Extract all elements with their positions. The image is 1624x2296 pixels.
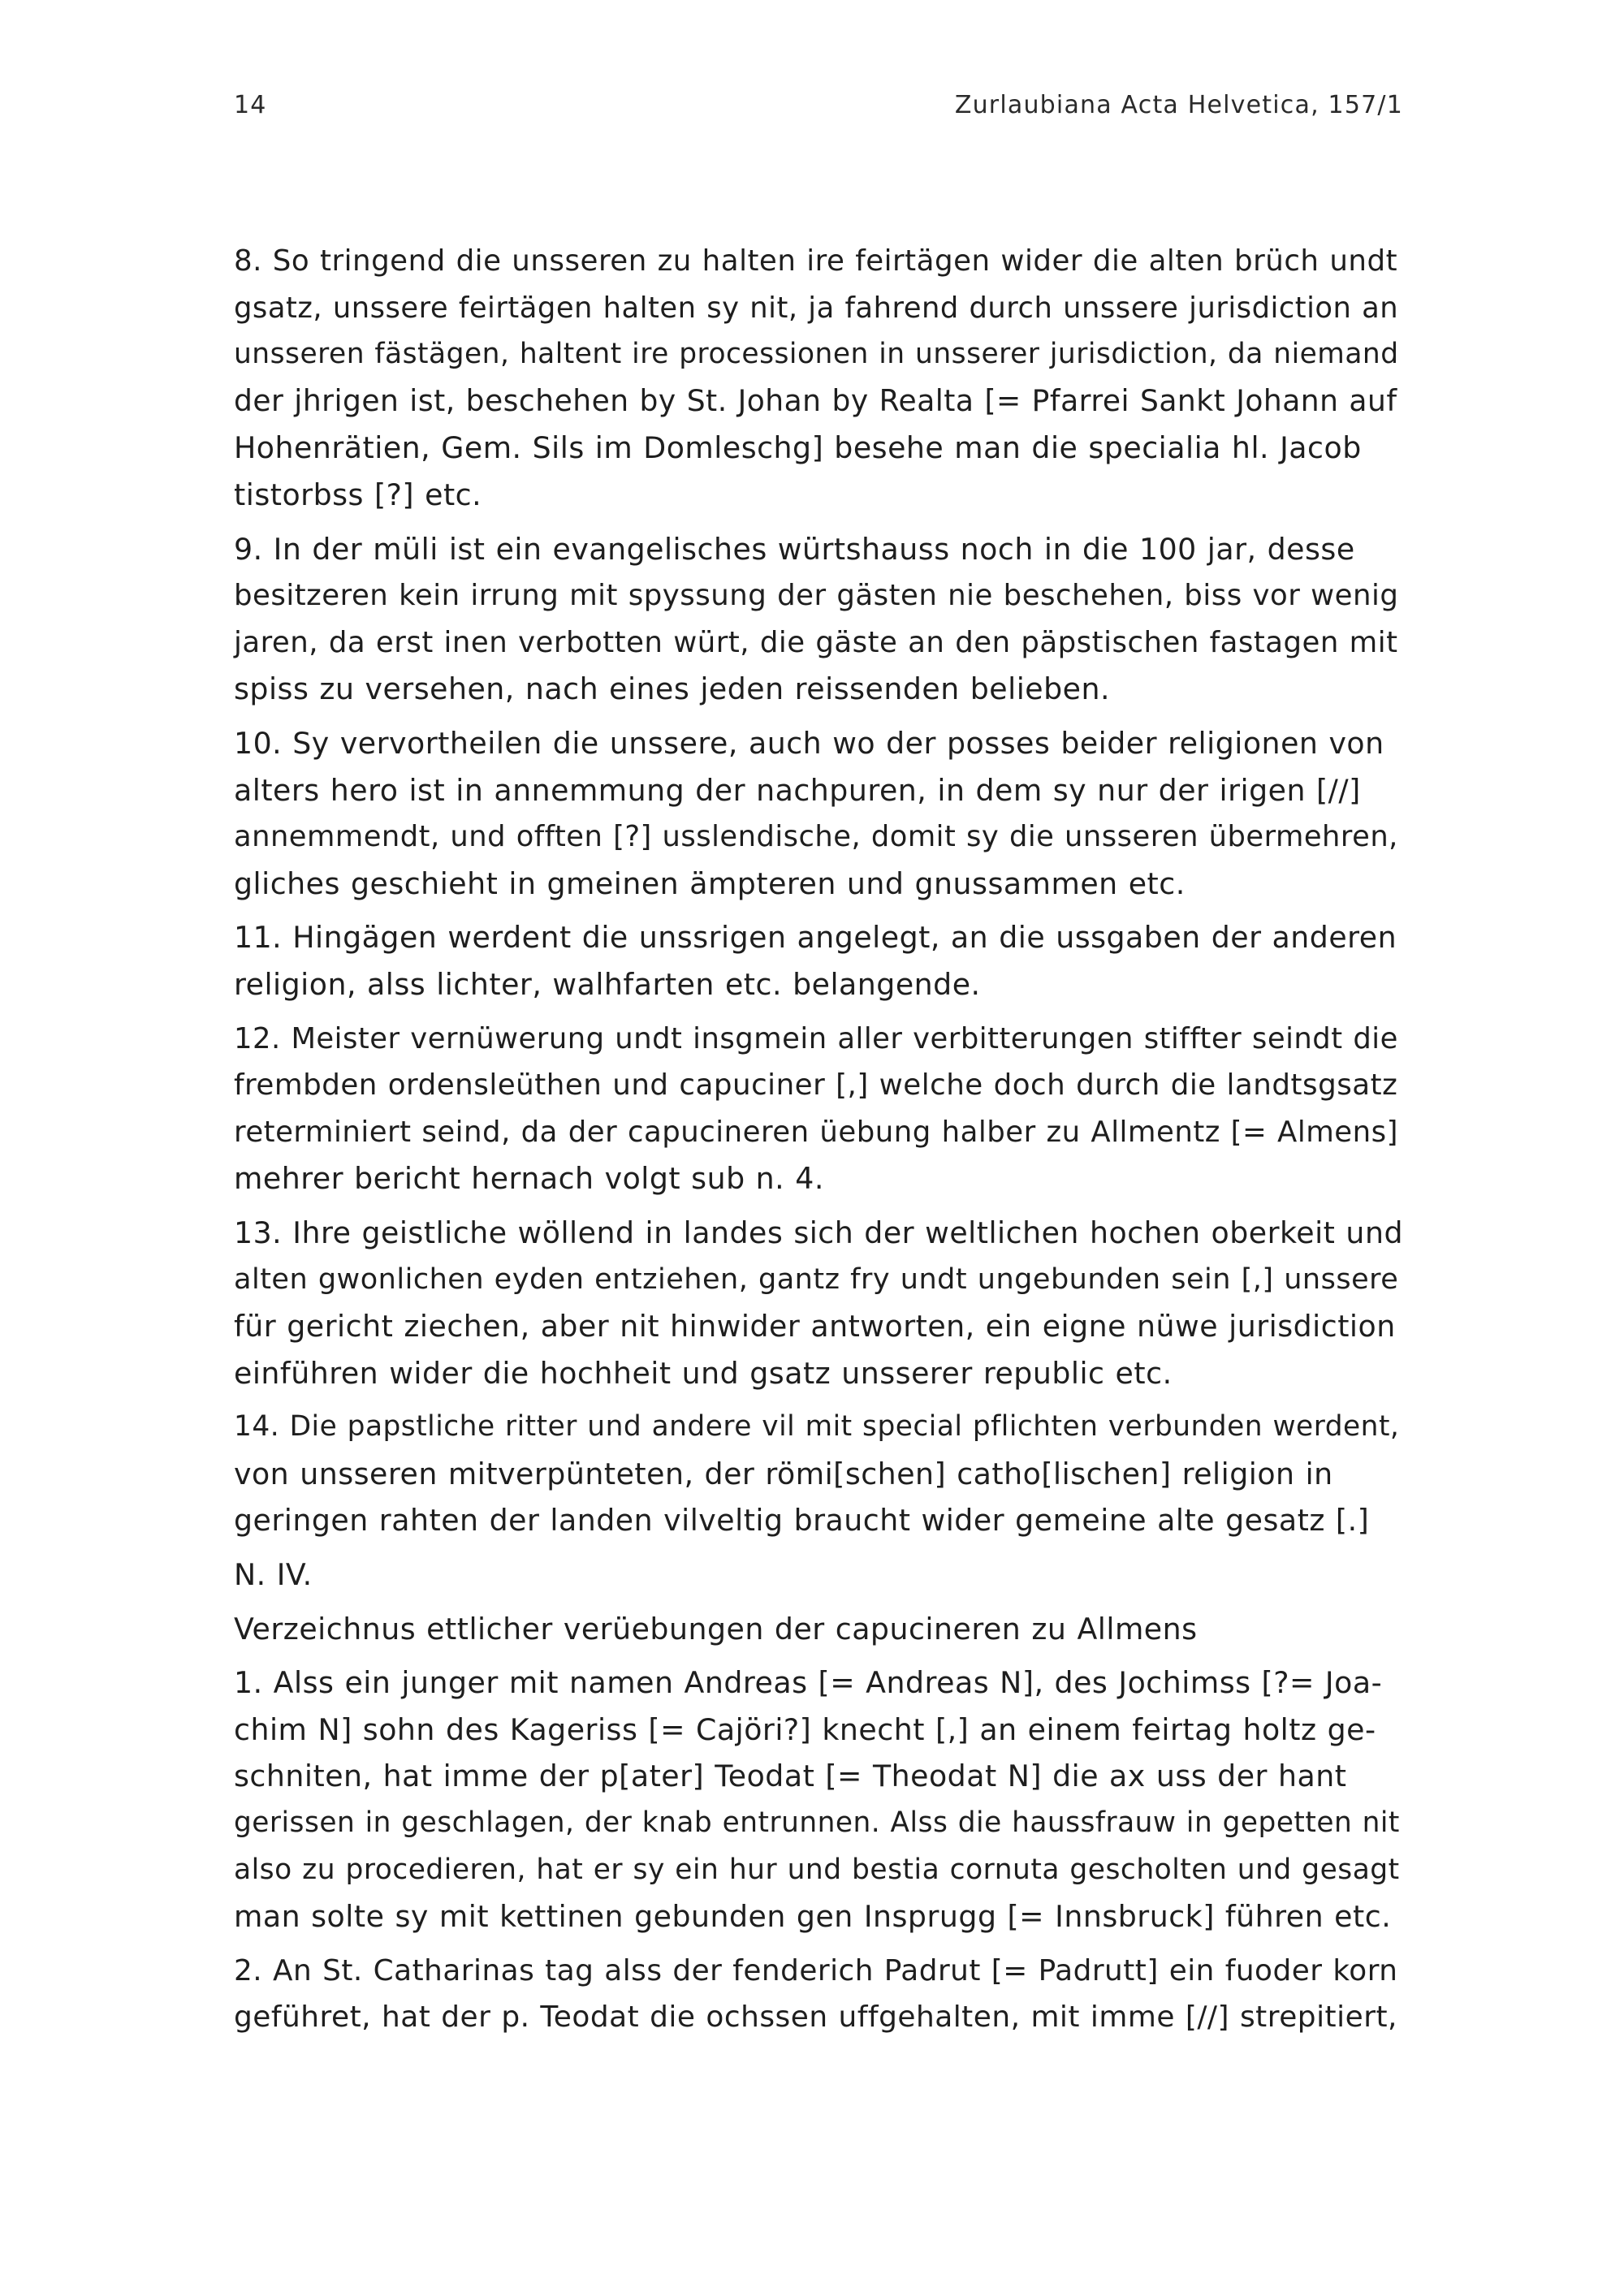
text-line: von unsseren mitverpünteten, der römi[schen] catho[lischen] religion in: [234, 1456, 1333, 1491]
text-line: 13. Ihre geistliche wöllend in landes sich der weltlichen hochen oberkeit und: [234, 1215, 1403, 1250]
text-line: mehrer bericht hernach volgt sub n. 4.: [234, 1161, 824, 1197]
text-line: frembden ordensleüthen und capuciner [,] welche doch durch die landtsgsatz: [234, 1068, 1398, 1103]
paragraph-9: [234, 526, 1403, 713]
text-line: gsatz, unssere feirtägen halten sy nit, ja fahrend durch unssere jurisdiction an: [234, 291, 1399, 325]
text-line: jaren, da erst inen verbotten würt, die gäste an den päpstischen fastagen mit: [234, 625, 1398, 659]
text-line: tistorbss [?] etc.: [234, 477, 482, 512]
paragraph-11: [234, 914, 1403, 1008]
text-line: spiss zu versehen, nach eines jeden reissenden belieben.: [234, 671, 1111, 707]
page-number: 14: [234, 91, 267, 119]
page-header: [234, 91, 1403, 140]
text-line: 14. Die papstliche ritter und andere vil mit special pflichten verbunden werdent,: [234, 1410, 1400, 1444]
text-line: 12. Meister vernüwerung undt insgmein aller verbitterungen stiffter seindt die: [234, 1021, 1398, 1055]
section-title: [234, 1606, 1403, 1653]
text-line: der jhrigen ist, beschehen by St. Johan by Realta [= Pfarrei Sankt Johann auf: [234, 384, 1397, 418]
text-line: Hohenrätien, Gem. Sils im Domleschg] besehe man die specialia hl. Jacob: [234, 430, 1362, 466]
paragraph-10: [234, 720, 1403, 907]
text-line: geführet, hat der p. Teodat die ochssen uffgehalten, mit imme [//] strepitiert,: [234, 2000, 1397, 2035]
text-line: 10. Sy vervortheilen die unssere, auch wo der posses beider religionen von: [234, 725, 1384, 761]
text-line: gerissen in geschlagen, der knab entrunnen. Alss die haussfrauw in gepetten nit: [234, 1806, 1400, 1839]
running-title: Zurlaubiana Acta Helvetica, 157/1: [954, 91, 1403, 119]
paragraph-12: [234, 1016, 1403, 1202]
paragraph-iv-2: [234, 1948, 1403, 2041]
text-line: besitzeren kein irrung mit spyssung der gästen nie beschehen, biss vor wenig: [234, 579, 1399, 613]
text-line: chim N] sohn des Kageriss [= Cajöri?] knecht [,] an einem feirtag holtz ge-: [234, 1711, 1376, 1747]
text-line: alten gwonlichen eyden entziehen, gantz fry undt ungebunden sein [,] unssere: [234, 1262, 1399, 1297]
text-line: also zu procedieren, hat er sy ein hur und bestia cornuta gescholten und gesagt: [234, 1853, 1400, 1886]
text-line: 11. Hingägen werdent die unssrigen angelegt, an die ussgaben der anderen: [234, 920, 1397, 956]
text-line: N. IV.: [234, 1557, 313, 1593]
section-number: [234, 1552, 1403, 1599]
text-line: für gericht ziechen, aber nit hinwider antworten, ein eigne nüwe jurisdiction: [234, 1309, 1396, 1344]
text-line: 9. In der müli ist ein evangelisches würtshauss noch in die 100 jar, desse: [234, 531, 1355, 567]
paragraph-13: [234, 1210, 1403, 1396]
text-line: unsseren fästägen, haltent ire processionen in unsserer jurisdiction, da niemand: [234, 338, 1399, 371]
text-line: 2. An St. Catharinas tag alss der fenderich Padrut [= Padrutt] ein fuoder korn: [234, 1953, 1398, 1987]
text-line: reterminiert seind, da der capucineren üebung halber zu Allmentz [= Almens]: [234, 1115, 1398, 1149]
paragraph-8: [234, 238, 1403, 519]
text-line: 8. So tringend die unsseren zu halten ire feirtägen wider die alten brüch undt: [234, 244, 1398, 278]
paragraph-14: [234, 1404, 1403, 1544]
text-line: annemmendt, und offten [?] usslendische, domit sy die unsseren übermehren,: [234, 820, 1398, 854]
text-line: geringen rahten der landen vilveltig braucht wider gemeine alte gesatz [.]: [234, 1503, 1370, 1539]
text-line: gliches geschieht in gmeinen ämpteren und gnussammen etc.: [234, 865, 1186, 901]
paragraph-iv-1: [234, 1659, 1403, 1940]
text-line: religion, alss lichter, walhfarten etc. belangende.: [234, 966, 981, 1002]
text-line: alters hero ist in annemmung der nachpuren, in dem sy nur der irigen [//]: [234, 772, 1361, 808]
text-line: Verzeichnus ettlicher verüebungen der capucineren zu Allmens: [234, 1611, 1198, 1646]
text-line: 1. Alss ein junger mit namen Andreas [= Andreas N], des Jochimss [?= Joa-: [234, 1665, 1383, 1701]
text-line: einführen wider die hochheit und gsatz unsserer republic etc.: [234, 1355, 1173, 1391]
document-body: [234, 238, 1403, 2048]
text-line: schniten, hat imme der p[ater] Teodat [= Theodat N] die ax uss der hant: [234, 1759, 1347, 1794]
text-line: man solte sy mit kettinen gebunden gen Insprugg [= Innsbruck] führen etc.: [234, 1899, 1392, 1935]
